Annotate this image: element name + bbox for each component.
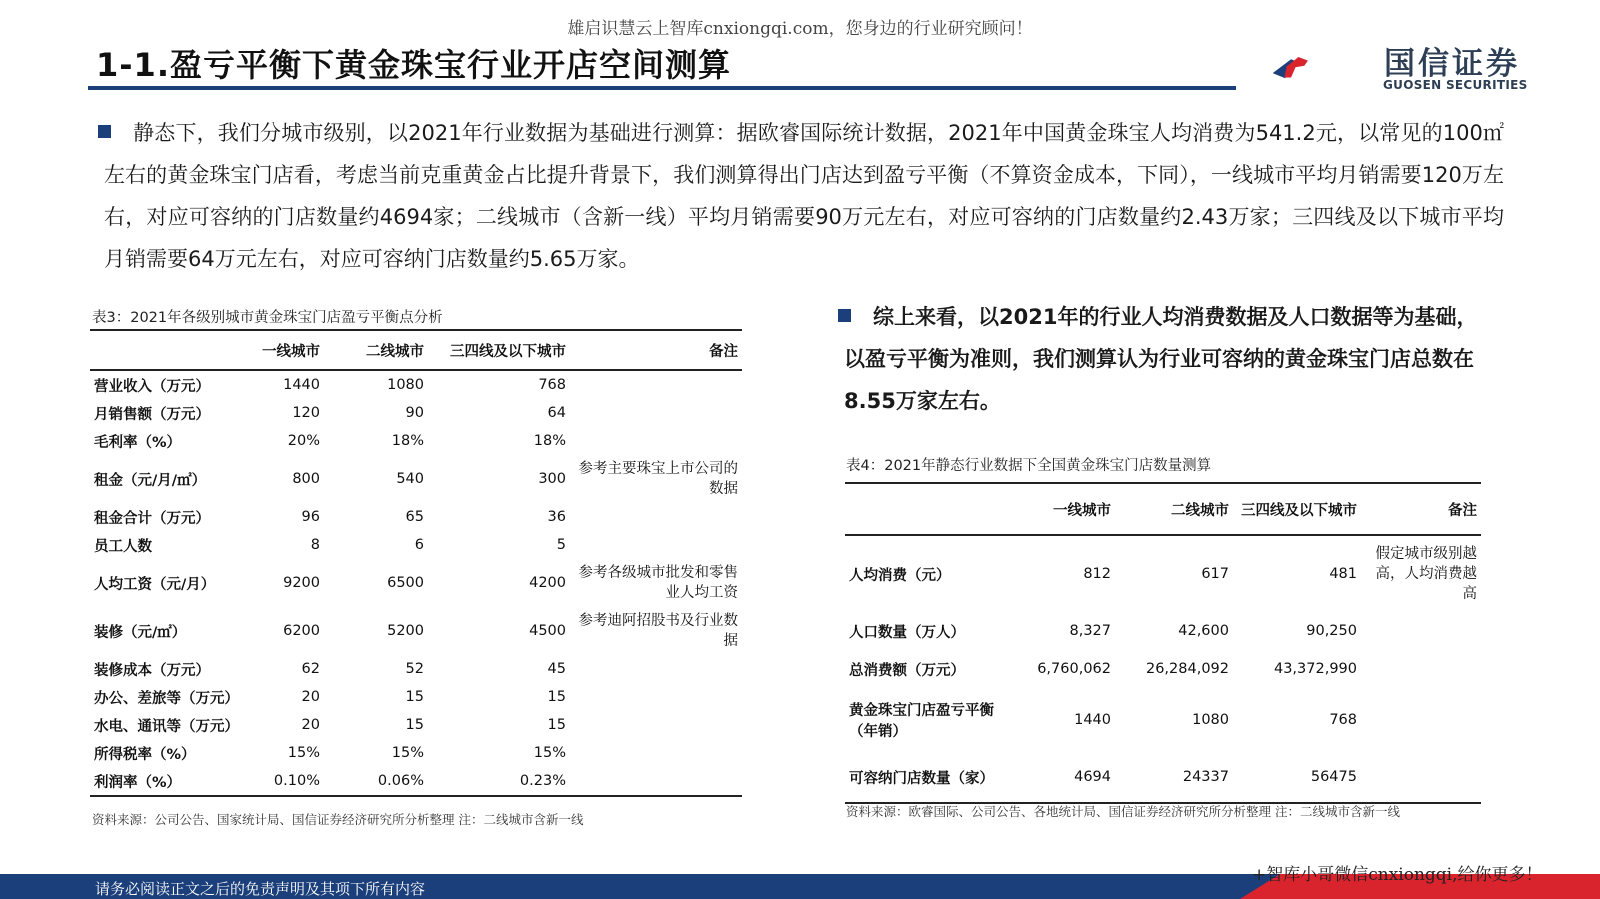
- cell: 768: [538, 377, 566, 393]
- cell: 800: [292, 471, 320, 487]
- cell: 6200: [283, 623, 320, 639]
- table-row: [845, 536, 1481, 612]
- table-row: [90, 607, 742, 655]
- table4-header-col: 一线城市: [1053, 502, 1111, 519]
- table3-source: 资料来源：公司公告、国家统计局、国信证券经济研究所分析整理 注：二线城市含新一线: [92, 812, 584, 827]
- cell: 6500: [387, 575, 424, 591]
- logo-name-en: GUOSEN SECURITIES: [1383, 78, 1528, 92]
- table-row: [90, 503, 742, 531]
- table-row: [845, 752, 1481, 802]
- table-row: [90, 767, 742, 795]
- cell: 6: [414, 537, 424, 553]
- table-row: [845, 650, 1481, 688]
- cell: 24337: [1182, 769, 1229, 785]
- cell: 45: [547, 661, 566, 677]
- row-label: 利润率（%）: [94, 774, 182, 791]
- table-row: [845, 612, 1481, 650]
- cell-note: 参考迪阿招股书及行业数据: [578, 613, 738, 649]
- row-label: 水电、通讯等（万元）: [94, 718, 239, 735]
- cell: 20%: [287, 433, 320, 449]
- table4-source: 资料来源：欧睿国际、公司公告、各地统计局、国信证券经济研究所分析整理 注：二线城市含新一线: [846, 804, 1400, 819]
- cell: 20: [301, 689, 320, 705]
- cell: 0.23%: [519, 773, 566, 789]
- table-row: [90, 683, 742, 711]
- table-row: [90, 371, 742, 399]
- cell: 1080: [387, 377, 424, 393]
- row-label: 员工人数: [94, 538, 152, 555]
- table-row: [90, 399, 742, 427]
- summary-paragraph-text: 综上来看，以2021年的行业人均消费数据及人口数据等为基础，以盈亏平衡为准则，我们测算认为行业可容纳的黄金珠宝门店总数在8.55万家左右。: [844, 305, 1478, 413]
- table-row: [90, 711, 742, 739]
- watermark-bottom: +智库小哥微信cnxiongqi,给你更多！: [1252, 865, 1543, 885]
- cell-note: [1361, 650, 1481, 688]
- cell-note: [1361, 688, 1481, 752]
- cell: 9200: [283, 575, 320, 591]
- table-row: [90, 655, 742, 683]
- row-label: 营业收入（万元）: [94, 378, 210, 395]
- row-label: 人均消费（元）: [849, 567, 951, 584]
- title-underline: [88, 86, 1236, 90]
- cell-note: 假定城市级别越高，人均消费越高: [1375, 546, 1477, 602]
- table4-header-col: 三四线及以下城市: [1241, 502, 1357, 519]
- row-label: 所得税率（%）: [94, 746, 196, 763]
- table3-header-col: 三四线及以下城市: [450, 343, 566, 360]
- cell: 4694: [1074, 769, 1111, 785]
- cell: 120: [292, 405, 320, 421]
- cell: 65: [405, 509, 424, 525]
- table4-header-col: 二线城市: [1171, 502, 1229, 519]
- cell: 62: [301, 661, 320, 677]
- cell: 56475: [1310, 769, 1357, 785]
- cell: 64: [547, 405, 566, 421]
- cell: 8,327: [1069, 623, 1111, 639]
- table-row: [90, 455, 742, 503]
- cell: 18%: [391, 433, 424, 449]
- table-row: [90, 427, 742, 455]
- cell-note: [570, 767, 742, 795]
- cell-note: 参考各级城市批发和零售业人均工资: [578, 565, 738, 601]
- cell: 42,600: [1178, 623, 1229, 639]
- logo-name-cn: 国信证券: [1384, 46, 1520, 82]
- table-row: [90, 739, 742, 767]
- cell: 540: [396, 471, 424, 487]
- cell: 20: [301, 717, 320, 733]
- table-row: [90, 559, 742, 607]
- row-label: 毛利率（%）: [94, 434, 182, 451]
- table4-header-row: [845, 484, 1481, 534]
- cell: 90: [405, 405, 424, 421]
- row-label: 租金合计（万元）: [94, 510, 210, 527]
- cell: 90,250: [1306, 623, 1357, 639]
- cell: 300: [538, 471, 566, 487]
- cell-note: [570, 503, 742, 531]
- table3-header-col: 一线城市: [262, 343, 320, 360]
- watermark-top: 雄启识慧云上智库cnxiongqi.com，您身边的行业研究顾问！: [567, 19, 1033, 39]
- row-label: 人口数量（万人）: [849, 624, 965, 641]
- cell: 26,284,092: [1145, 661, 1229, 677]
- table3-header-col: 二线城市: [366, 343, 424, 360]
- cell: 6,760,062: [1037, 661, 1111, 677]
- cell-note: [570, 531, 742, 559]
- row-label: 租金（元/月/㎡）: [94, 472, 207, 489]
- cell: 15: [547, 689, 566, 705]
- cell: 812: [1083, 566, 1111, 582]
- cell: 5: [556, 537, 566, 553]
- row-label: 可容纳门店数量（家）: [849, 770, 994, 787]
- row-label: 黄金珠宝门店盈亏平衡（年销）: [849, 703, 994, 740]
- table3-caption: 表3：2021年各级别城市黄金珠宝门店盈亏平衡点分析: [92, 310, 443, 326]
- cell: 96: [301, 509, 320, 525]
- cell: 4200: [529, 575, 566, 591]
- page-title: 1-1.盈亏平衡下黄金珠宝行业开店空间测算: [96, 46, 731, 84]
- main-paragraph: [104, 112, 1504, 280]
- cell: 0.06%: [377, 773, 424, 789]
- cell: 1440: [1074, 712, 1111, 728]
- cell: 1440: [283, 377, 320, 393]
- summary-paragraph: [844, 296, 1484, 422]
- cell-note: [570, 655, 742, 683]
- table-row: [845, 688, 1481, 752]
- table4-caption: 表4：2021年静态行业数据下全国黄金珠宝门店数量测算: [846, 458, 1212, 474]
- cell: 8: [310, 537, 320, 553]
- cell: 18%: [533, 433, 566, 449]
- table3: [90, 331, 742, 797]
- cell: 15%: [391, 745, 424, 761]
- cell: 43,372,990: [1273, 661, 1357, 677]
- table4: [845, 484, 1481, 804]
- table3-header-row: [90, 331, 742, 369]
- row-label: 月销售额（万元）: [94, 406, 210, 423]
- footer-disclaimer: 请务必阅读正文之后的免责声明及其项下所有内容: [95, 880, 426, 898]
- cell-note: [570, 683, 742, 711]
- row-label: 人均工资（元/月）: [94, 576, 216, 593]
- cell: 768: [1329, 712, 1357, 728]
- cell-note: [1361, 612, 1481, 650]
- cell-note: 参考主要珠宝上市公司的数据: [578, 461, 738, 497]
- cell: 1080: [1192, 712, 1229, 728]
- cell: 5200: [387, 623, 424, 639]
- cell: 15%: [533, 745, 566, 761]
- cell: 15: [405, 689, 424, 705]
- cell-note: [570, 371, 742, 399]
- cell: 15: [405, 717, 424, 733]
- cell: 15: [547, 717, 566, 733]
- cell-note: [570, 711, 742, 739]
- main-paragraph-text: 静态下，我们分城市级别，以2021年行业数据为基础进行测算：据欧睿国际统计数据，2021年中国黄金珠宝人均消费为541.2元，以常见的100㎡左右的黄金珠宝门店看，考虑当前克重黄金占比提升背景下，我们测算得出门店达到盈亏平衡（不算资金成本，下同），一线城市平均月销需要120万左右，对应可容纳的门店数量约4694家；二线城市（含新一线）平均月销需要90万元左右，对应可容纳的门店数量约2.43万家；三四线及以下城市平均月销需要64万元左右，对应可容纳门店数量约5.65万家。: [104, 121, 1504, 271]
- cell: 617: [1201, 566, 1229, 582]
- table4-header-blank: [845, 484, 1005, 534]
- cell-note: [570, 399, 742, 427]
- table4-header-col: 备注: [1448, 502, 1477, 519]
- table3-header-blank: [90, 331, 250, 369]
- table3-header-col: 备注: [709, 343, 738, 360]
- cell-note: [570, 427, 742, 455]
- cell: 4500: [529, 623, 566, 639]
- cell-note: [570, 739, 742, 767]
- cell: 15%: [287, 745, 320, 761]
- bullet-square-icon: [98, 125, 111, 138]
- row-label: 装修成本（万元）: [94, 662, 210, 679]
- cell: 0.10%: [273, 773, 320, 789]
- bullet-square-icon: [838, 309, 851, 322]
- row-label: 总消费额（万元）: [849, 662, 965, 679]
- row-label: 办公、差旅等（万元）: [94, 690, 239, 707]
- cell: 52: [405, 661, 424, 677]
- cell: 36: [547, 509, 566, 525]
- table-row: [90, 531, 742, 559]
- cell: 481: [1329, 566, 1357, 582]
- guosen-logo-icon: [1272, 36, 1382, 100]
- row-label: 装修（元/㎡）: [94, 624, 187, 641]
- cell-note: [1361, 752, 1481, 802]
